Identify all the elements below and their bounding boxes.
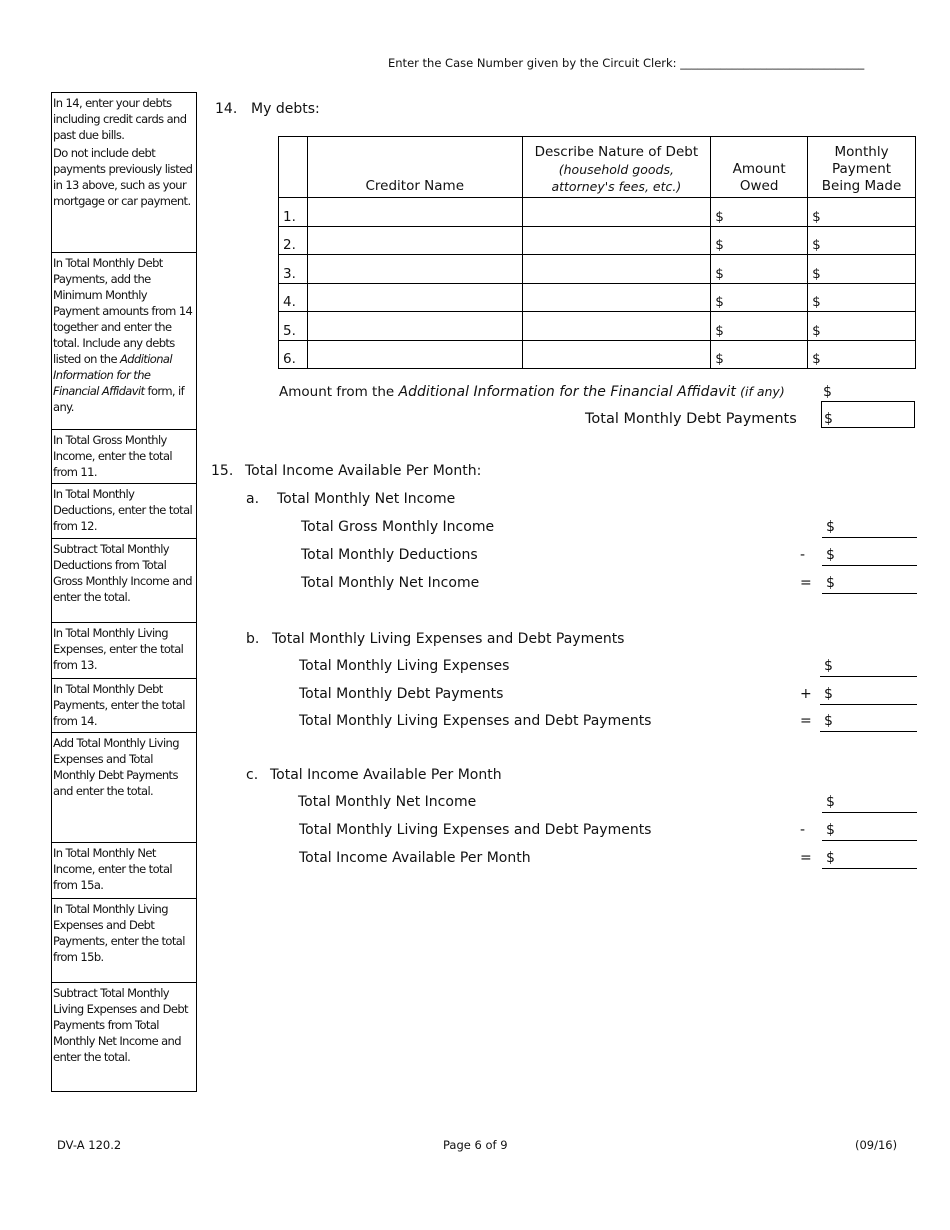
currency-sign: $ — [826, 794, 835, 810]
instruction-text-italic: Additional Information for the Financial Affidavit — [53, 352, 172, 398]
instructions-sidebar — [51, 92, 197, 1092]
amount-owed-field[interactable]: $ — [711, 283, 808, 312]
currency-sign: $ — [826, 850, 835, 866]
section-14-number: 14. — [215, 101, 238, 117]
creditor-name-field[interactable] — [307, 283, 522, 312]
minus-operator: - — [800, 822, 806, 838]
monthly-payment-field[interactable]: $ — [808, 198, 916, 227]
form-id: DV-A 120.2 — [57, 1138, 122, 1152]
instruction-total-debt — [52, 253, 196, 430]
expenses-debt-c-field[interactable] — [822, 822, 917, 841]
currency-sign: $ — [824, 713, 833, 729]
income-available-field[interactable] — [822, 850, 917, 869]
monthly-payment-field[interactable]: $ — [808, 283, 916, 312]
net-income-c-label: Total Monthly Net Income — [298, 794, 477, 810]
instruction-debts — [52, 93, 196, 253]
instruction-income-available — [52, 983, 196, 1091]
amount-owed-field[interactable]: $ — [711, 312, 808, 341]
section-15b-letter: b. — [246, 631, 260, 647]
equals-operator: = — [800, 850, 812, 866]
additional-info-label — [279, 384, 785, 400]
currency-sign: $ — [826, 547, 835, 563]
expenses-debt-c-label: Total Monthly Living Expenses and Debt Payments — [299, 822, 652, 838]
case-number-field[interactable]: ________________________________ — [680, 56, 865, 70]
additional-amount-field[interactable]: $ — [823, 384, 832, 400]
instruction-text: Add Total Monthly Living Expenses and Total Monthly Debt Payments and enter the total. — [53, 736, 179, 798]
instruction-net-income — [52, 539, 196, 623]
section-15c-letter: c. — [246, 767, 259, 783]
instruction-text: In Total Monthly Debt Payments, add the Minimum Monthly Payment amounts from 14 together and enter the total. Include any debts listed on the — [53, 256, 193, 366]
net-income-field[interactable] — [822, 575, 917, 594]
row-number: 6. — [279, 340, 308, 369]
form-date: (09/16) — [855, 1138, 898, 1152]
monthly-payment-header: Monthly Payment Being Made — [808, 137, 916, 198]
instruction-text: Do not include debt payments previously listed in 13 above, such as your mortgage or car payment. — [53, 146, 193, 208]
income-available-label: Total Income Available Per Month — [299, 850, 531, 866]
section-15-title: Total Income Available Per Month: — [245, 463, 482, 479]
table-row — [279, 340, 916, 369]
monthly-payment-field[interactable]: $ — [808, 255, 916, 284]
debt-payments-field[interactable] — [820, 686, 917, 705]
instruction-add-expenses — [52, 733, 196, 843]
creditor-name-field[interactable] — [307, 226, 522, 255]
expenses-and-debt-label: Total Monthly Living Expenses and Debt Payments — [299, 713, 652, 729]
instruction-text: In Total Gross Monthly Income, enter the total from 11. — [53, 433, 172, 479]
monthly-payment-field[interactable]: $ — [808, 340, 916, 369]
section-15b-title: Total Monthly Living Expenses and Debt Payments — [272, 631, 625, 647]
currency-sign: $ — [824, 686, 833, 702]
creditor-name-field[interactable] — [307, 340, 522, 369]
additional-suffix: (if any) — [740, 384, 785, 399]
currency-sign: $ — [826, 519, 835, 535]
net-income-c-field[interactable] — [822, 794, 917, 813]
deductions-label: Total Monthly Deductions — [301, 547, 478, 563]
nature-header-label: Describe Nature of Debt — [534, 144, 699, 160]
row-number: 2. — [279, 226, 308, 255]
amount-owed-field[interactable]: $ — [711, 340, 808, 369]
debt-payments-label: Total Monthly Debt Payments — [299, 686, 504, 702]
net-income-label: Total Monthly Net Income — [301, 575, 480, 591]
instruction-expenses-15b — [52, 899, 196, 983]
creditor-name-header: Creditor Name — [307, 137, 522, 198]
expenses-and-debt-field[interactable] — [820, 713, 917, 732]
section-15c-title: Total Income Available Per Month — [270, 767, 502, 783]
debts-header-row — [279, 137, 916, 198]
instruction-gross-income — [52, 430, 196, 484]
table-row — [279, 255, 916, 284]
nature-field[interactable] — [522, 312, 711, 341]
amount-owed-field[interactable]: $ — [711, 255, 808, 284]
instruction-text: In Total Monthly Deductions, enter the total from 12. — [53, 487, 193, 533]
instruction-net-income-15a — [52, 843, 196, 899]
gross-income-field[interactable] — [822, 519, 917, 538]
instruction-text: In Total Monthly Debt Payments, enter the total from 14. — [53, 682, 185, 728]
instruction-living-expenses — [52, 623, 196, 679]
equals-operator: = — [800, 713, 812, 729]
nature-field[interactable] — [522, 226, 711, 255]
gross-income-label: Total Gross Monthly Income — [301, 519, 495, 535]
instruction-text: In Total Monthly Net Income, enter the total from 15a. — [53, 846, 172, 892]
nature-header-note: (household goods, attorney's fees, etc.) — [551, 162, 682, 194]
additional-prefix: Amount from the — [279, 384, 399, 400]
nature-field[interactable] — [522, 340, 711, 369]
currency-sign: $ — [826, 575, 835, 591]
total-debt-label: Total Monthly Debt Payments — [585, 411, 797, 427]
table-row — [279, 226, 916, 255]
section-15a-letter: a. — [246, 491, 260, 507]
nature-field[interactable] — [522, 283, 711, 312]
creditor-name-field[interactable] — [307, 198, 522, 227]
table-row — [279, 198, 916, 227]
nature-field[interactable] — [522, 255, 711, 284]
table-row — [279, 312, 916, 341]
debts-table — [278, 136, 916, 369]
additional-form-name: Additional Information for the Financial Affidavit — [398, 384, 736, 400]
amount-owed-field[interactable]: $ — [711, 198, 808, 227]
instruction-text: Subtract Total Monthly Living Expenses and Debt Payments from Total Monthly Net Income and enter the total. — [53, 986, 188, 1064]
monthly-payment-field[interactable]: $ — [808, 312, 916, 341]
amount-owed-field[interactable]: $ — [711, 226, 808, 255]
case-number-label: Enter the Case Number given by the Circuit Clerk: — [388, 56, 677, 70]
section-14-title: My debts: — [251, 101, 320, 117]
table-row — [279, 283, 916, 312]
instruction-text: In Total Monthly Living Expenses, enter the total from 13. — [53, 626, 184, 672]
creditor-name-field[interactable] — [307, 312, 522, 341]
case-number-line — [388, 56, 864, 70]
row-number: 1. — [279, 198, 308, 227]
creditor-name-field[interactable] — [307, 255, 522, 284]
instruction-debt-payments — [52, 679, 196, 733]
instruction-deductions — [52, 484, 196, 539]
monthly-payment-field[interactable]: $ — [808, 226, 916, 255]
section-15a-title: Total Monthly Net Income — [277, 491, 456, 507]
row-number: 5. — [279, 312, 308, 341]
section-15-number: 15. — [211, 463, 234, 479]
nature-header — [522, 137, 711, 198]
amount-owed-header: Amount Owed — [711, 137, 808, 198]
instruction-text: Subtract Total Monthly Deductions from Total Gross Monthly Income and enter the total. — [53, 542, 192, 604]
deductions-field[interactable] — [822, 547, 917, 566]
row-number: 3. — [279, 255, 308, 284]
currency-sign: $ — [826, 822, 835, 838]
plus-operator: + — [800, 686, 812, 702]
total-debt-field[interactable]: $ — [821, 401, 915, 428]
living-expenses-field[interactable] — [820, 658, 917, 677]
equals-operator: = — [800, 575, 812, 591]
page-number: Page 6 of 9 — [443, 1138, 508, 1152]
row-number: 4. — [279, 283, 308, 312]
currency-sign: $ — [824, 658, 833, 674]
nature-field[interactable] — [522, 198, 711, 227]
row-number-header — [279, 137, 308, 198]
instruction-text: form, if any. — [53, 384, 185, 414]
instruction-text: In 14, enter your debts including credit cards and past due bills. — [53, 96, 187, 142]
instruction-text: In Total Monthly Living Expenses and Debt Payments, enter the total from 15b. — [53, 902, 185, 964]
minus-operator: - — [800, 547, 806, 563]
living-expenses-label: Total Monthly Living Expenses — [299, 658, 510, 674]
